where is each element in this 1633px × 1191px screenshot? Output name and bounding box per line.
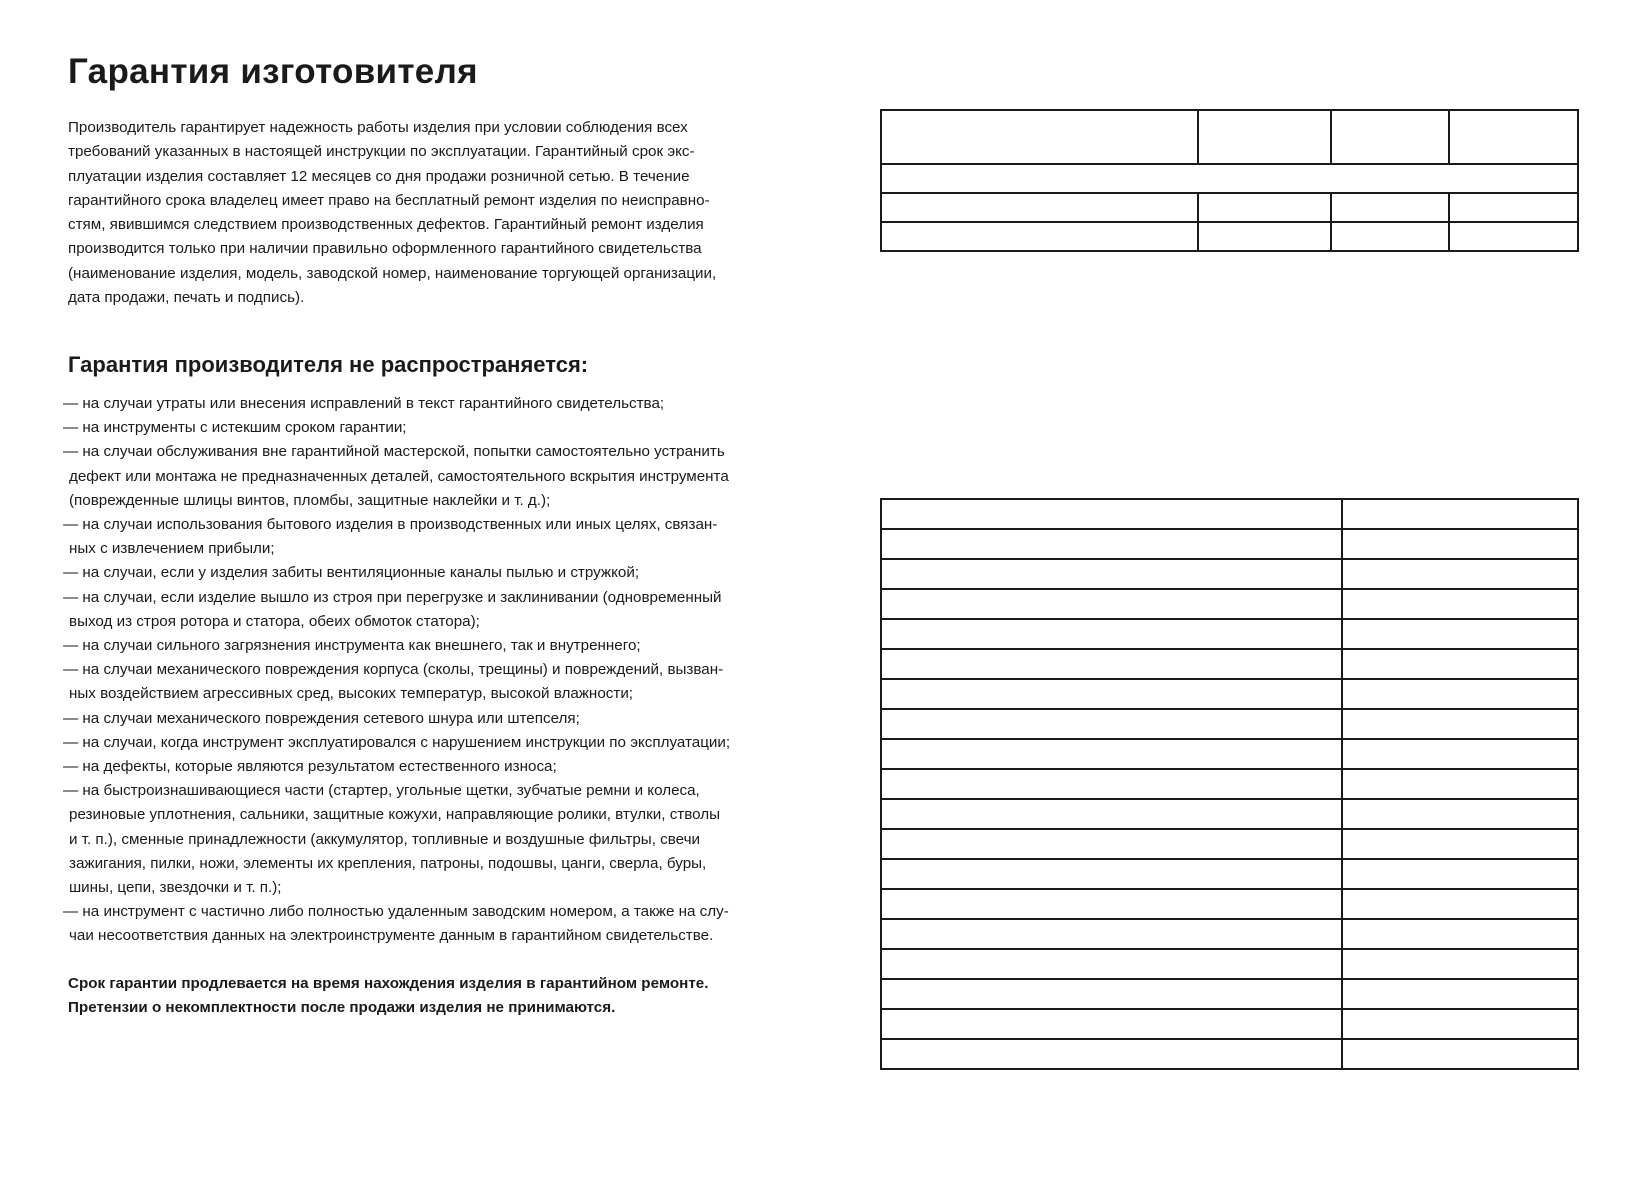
form-field[interactable] — [1342, 649, 1578, 679]
exclusion-line: — на быстроизнашивающиеся части (стартер, угольные щетки, зубчатые ремни и колеса, — [63, 782, 700, 800]
exclusion-item — [63, 634, 783, 658]
form-row — [881, 619, 1578, 649]
form-field[interactable] — [1342, 799, 1578, 829]
exclusion-line: — на случаи обслуживания вне гарантийной мастерской, попытки самостоятельно устранить — [63, 443, 725, 461]
form-row — [881, 799, 1578, 829]
exclusion-line: выход из строя ротора и статора, обеих обмоток статора); — [69, 612, 480, 630]
exclusion-item — [63, 900, 783, 948]
form-field[interactable] — [1342, 1039, 1578, 1069]
form-row — [881, 739, 1578, 769]
form-row — [881, 193, 1578, 222]
intro-line: производится только при наличии правильно оформленного гарантийного свидетельства — [68, 240, 702, 258]
exclusion-line: — на случаи, когда инструмент эксплуатировался с нарушением инструкции по эксплуатации; — [63, 733, 731, 751]
intro-line: (наименование изделия, модель, заводской номер, наименование торгующей организации, — [68, 264, 717, 282]
exclusion-line: — на случаи механического повреждения сетевого шнура или штепселя; — [63, 709, 580, 727]
form-field[interactable] — [881, 164, 1578, 193]
form-field[interactable] — [881, 110, 1198, 164]
form-field[interactable] — [1342, 589, 1578, 619]
form-field[interactable] — [881, 499, 1342, 529]
intro-line: стям, явившимся следствием производственных дефектов. Гарантийный ремонт изделия — [68, 216, 704, 234]
exclusion-line: (поврежденные шлицы винтов, пломбы, защитные наклейки и т. д.); — [69, 491, 551, 509]
exclusion-line: и т. п.), сменные принадлежности (аккумулятор, топливные и воздушные фильтры, свечи — [69, 830, 700, 848]
exclusion-line: шины, цепи, звездочки и т. п.); — [69, 879, 282, 897]
intro-line: гарантийного срока владелец имеет право на бесплатный ремонт изделия по неисправно- — [68, 191, 710, 209]
exclusion-line: — на случаи механического повреждения корпуса (сколы, трещины) и повреждений, вызван- — [63, 661, 724, 679]
form-field[interactable] — [1342, 679, 1578, 709]
form-row — [881, 649, 1578, 679]
exclusion-item — [63, 440, 783, 513]
form-field[interactable] — [881, 799, 1342, 829]
exclusion-line: чаи несоответствия данных на электроинструменте данным в гарантийном свидетельстве. — [69, 927, 714, 945]
form-field[interactable] — [1449, 193, 1578, 222]
form-row — [881, 829, 1578, 859]
form-field[interactable] — [881, 1039, 1342, 1069]
exclusion-item — [63, 755, 783, 779]
form-field[interactable] — [1342, 859, 1578, 889]
form-row — [881, 1039, 1578, 1069]
form-field[interactable] — [1342, 619, 1578, 649]
form-row — [881, 709, 1578, 739]
form-row — [881, 889, 1578, 919]
form-field[interactable] — [881, 649, 1342, 679]
form-field[interactable] — [881, 829, 1342, 859]
exclusions-list — [63, 392, 783, 949]
form-field[interactable] — [881, 679, 1342, 709]
form-field[interactable] — [881, 1009, 1342, 1039]
form-field[interactable] — [1342, 559, 1578, 589]
exclusion-line: ных с извлечением прибыли; — [69, 540, 275, 558]
form-field[interactable] — [1331, 110, 1449, 164]
exclusion-item — [63, 779, 783, 900]
form-field[interactable] — [881, 589, 1342, 619]
exclusion-line: — на случаи сильного загрязнения инструмента как внешнего, так и внутреннего; — [63, 637, 641, 655]
exclusion-line: — на случаи, если изделие вышло из строя при перегрузке и заклинивании (одновременный — [63, 588, 722, 606]
form-field[interactable] — [881, 889, 1342, 919]
exclusion-item — [63, 658, 783, 706]
form-field[interactable] — [1342, 739, 1578, 769]
form-field[interactable] — [1449, 222, 1578, 251]
exclusion-item — [63, 731, 783, 755]
form-field[interactable] — [1342, 829, 1578, 859]
form-field[interactable] — [1331, 222, 1449, 251]
warranty-notes — [68, 972, 708, 1021]
form-field[interactable] — [1342, 919, 1578, 949]
form-field[interactable] — [1342, 529, 1578, 559]
note-line: Срок гарантии продлевается на время нахождения изделия в гарантийном ремонте. — [68, 975, 709, 992]
form-field[interactable] — [881, 859, 1342, 889]
form-field[interactable] — [1198, 222, 1331, 251]
exclusion-line: — на инструмент с частично либо полностью удаленным заводским номером, а также на слу- — [63, 903, 729, 921]
form-row — [881, 589, 1578, 619]
form-field[interactable] — [881, 949, 1342, 979]
form-row — [881, 949, 1578, 979]
exclusion-item — [63, 392, 783, 416]
exclusion-item — [63, 561, 783, 585]
warranty-intro — [68, 116, 768, 310]
form-field[interactable] — [881, 529, 1342, 559]
form-row — [881, 919, 1578, 949]
exclusion-item — [63, 416, 783, 440]
form-field[interactable] — [881, 709, 1342, 739]
form-field[interactable] — [1331, 193, 1449, 222]
warranty-card-header-form — [880, 109, 1579, 252]
note-line: Претензии о некомплектности после продажи изделия не принимаются. — [68, 999, 616, 1017]
form-field[interactable] — [881, 769, 1342, 799]
form-field[interactable] — [1342, 1009, 1578, 1039]
form-row — [881, 164, 1578, 193]
form-field[interactable] — [881, 619, 1342, 649]
form-row — [881, 559, 1578, 589]
form-row — [881, 499, 1578, 529]
form-field[interactable] — [1198, 193, 1331, 222]
form-field[interactable] — [1342, 499, 1578, 529]
repair-record-form — [880, 498, 1579, 1070]
exclusion-line: зажигания, пилки, ножи, элементы их крепления, патроны, подошвы, цанги, сверла, буры, — [69, 854, 707, 872]
page-title: Гарантия изготовителя — [68, 52, 478, 91]
form-field[interactable] — [1342, 709, 1578, 739]
form-row — [881, 979, 1578, 1009]
form-field[interactable] — [1342, 979, 1578, 1009]
exclusion-item — [63, 586, 783, 634]
form-field[interactable] — [881, 193, 1198, 222]
form-field[interactable] — [1342, 769, 1578, 799]
form-field[interactable] — [881, 739, 1342, 769]
exclusion-line: дефект или монтажа не предназначенных деталей, самостоятельного вскрытия инструмента — [69, 467, 729, 485]
form-field[interactable] — [1449, 110, 1578, 164]
form-field[interactable] — [1342, 949, 1578, 979]
form-row — [881, 769, 1578, 799]
form-field[interactable] — [1198, 110, 1331, 164]
form-row — [881, 529, 1578, 559]
form-field[interactable] — [1342, 889, 1578, 919]
exclusion-line: — на случаи утраты или внесения исправлений в текст гарантийного свидетельства; — [63, 395, 665, 412]
form-row — [881, 1009, 1578, 1039]
intro-line: требований указанных в настоящей инструкции по эксплуатации. Гарантийный срок экс- — [68, 143, 695, 161]
intro-line: дата продажи, печать и подпись). — [68, 289, 305, 307]
exclusion-line: резиновые уплотнения, сальники, защитные кожухи, направляющие ролики, втулки, стволы — [69, 806, 721, 824]
exclusion-item — [63, 513, 783, 561]
form-field[interactable] — [881, 559, 1342, 589]
form-row — [881, 222, 1578, 251]
exclusion-line: — на дефекты, которые являются результатом естественного износа; — [63, 758, 557, 776]
form-field[interactable] — [881, 919, 1342, 949]
intro-line: Производитель гарантирует надежность работы изделия при условии соблюдения всех — [68, 119, 688, 136]
exclusion-line: ных воздействием агрессивных сред, высоких температур, высокой влажности; — [69, 685, 634, 703]
exclusion-line: — на инструменты с истекшим сроком гарантии; — [63, 419, 407, 437]
form-row — [881, 859, 1578, 889]
form-field[interactable] — [881, 222, 1198, 251]
intro-line: плуатации изделия составляет 12 месяцев со дня продажи розничной сетью. В течение — [68, 167, 690, 185]
form-row — [881, 110, 1578, 164]
form-row — [881, 679, 1578, 709]
exclusion-item — [63, 707, 783, 731]
form-field[interactable] — [881, 979, 1342, 1009]
exclusion-line: — на случаи, если у изделия забиты вентиляционные каналы пылью и стружкой; — [63, 564, 640, 582]
exclusions-title: Гарантия производителя не распространяется: — [68, 352, 589, 377]
exclusion-line: — на случаи использования бытового изделия в производственных или иных целях, связан- — [63, 516, 718, 534]
